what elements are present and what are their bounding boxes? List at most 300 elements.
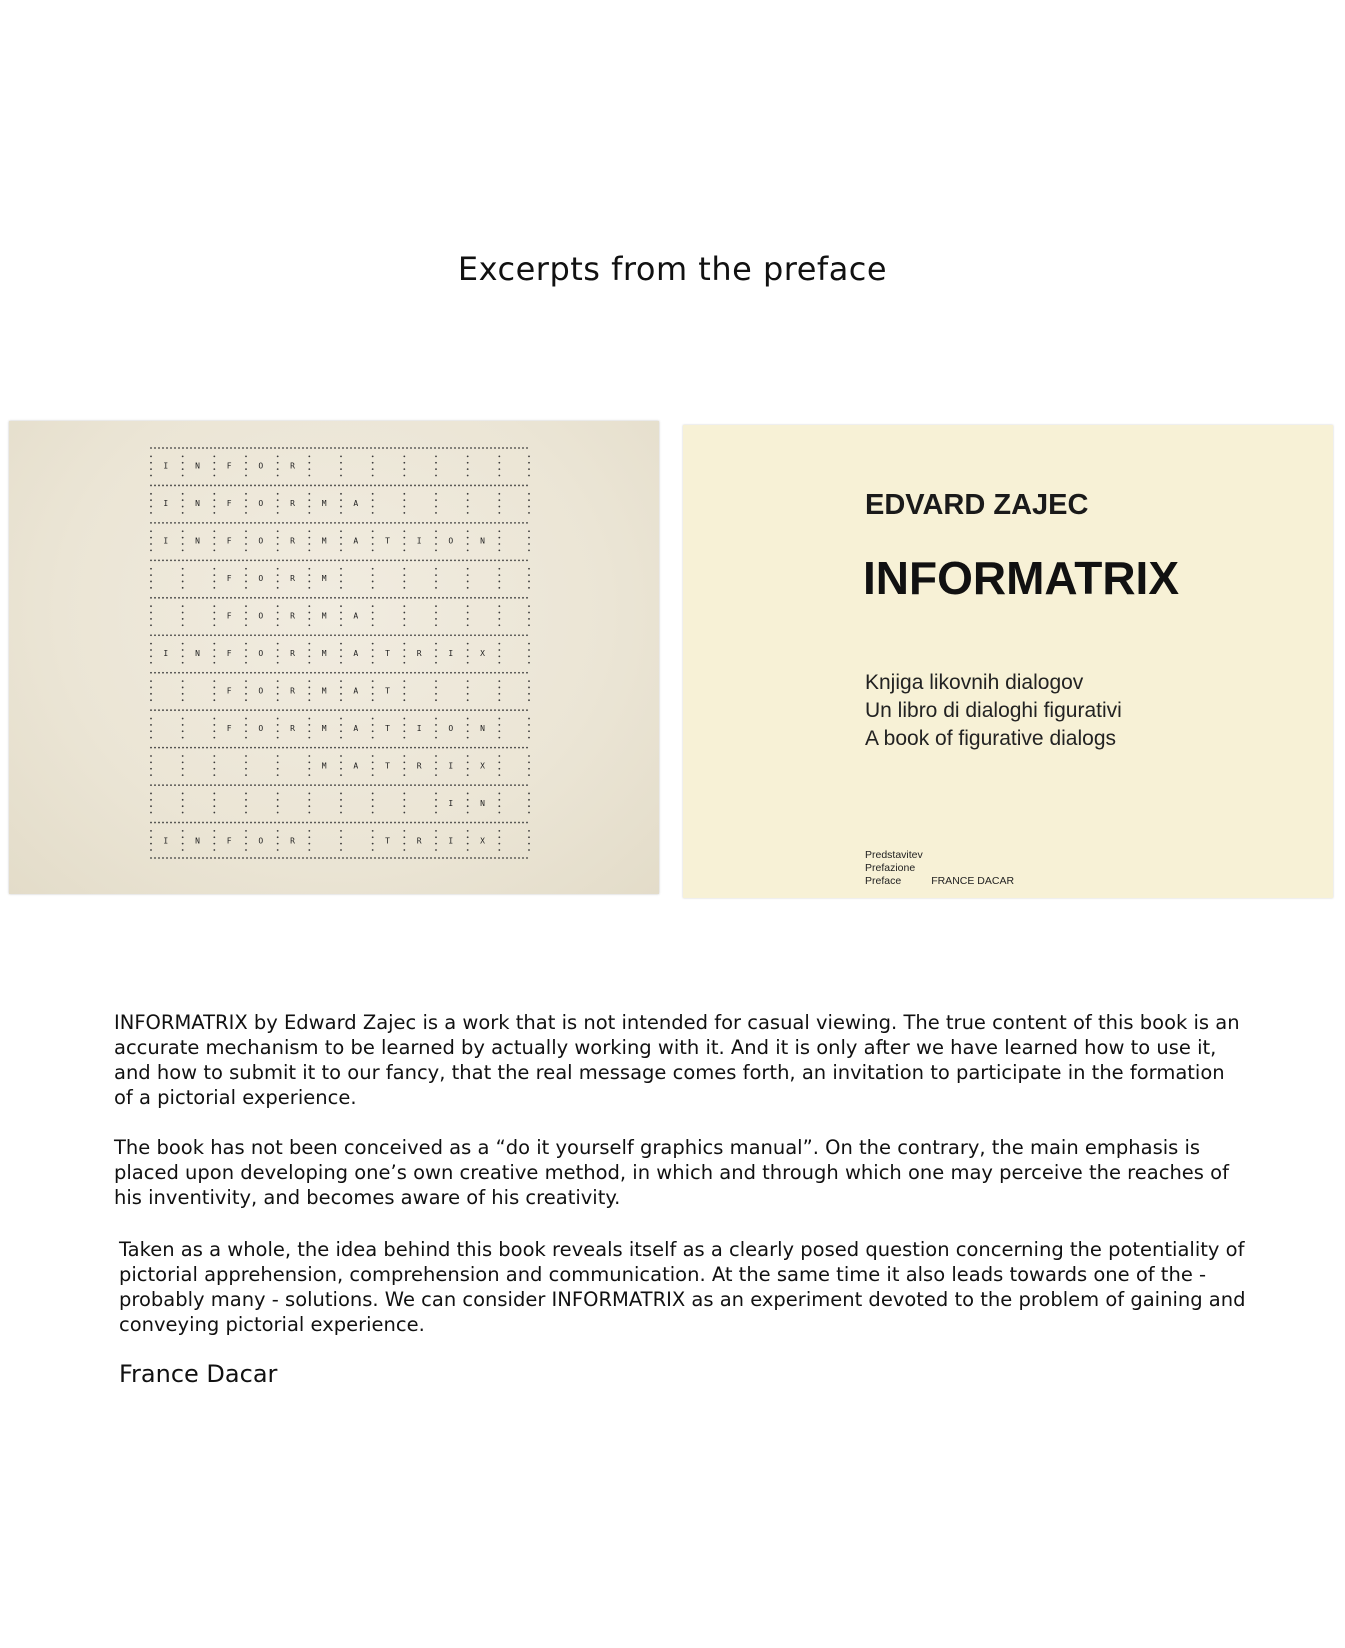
matrix-grid-dot [310, 634, 312, 636]
matrix-grid-dot [354, 857, 356, 859]
matrix-separator-dot [245, 793, 247, 795]
matrix-letter: T [385, 761, 390, 771]
matrix-grid-dot [406, 597, 408, 599]
matrix-grid-dot [186, 634, 188, 636]
matrix-grid-dot [342, 522, 344, 524]
matrix-grid-dot [406, 857, 408, 859]
matrix-grid-dot [382, 634, 384, 636]
matrix-grid-dot [354, 672, 356, 674]
matrix-grid-dot [442, 522, 444, 524]
matrix-grid-dot [438, 747, 440, 749]
matrix-separator-dot [435, 805, 437, 807]
matrix-grid-dot [190, 522, 192, 524]
matrix-grid-dot [442, 709, 444, 711]
matrix-separator-dot [340, 687, 342, 689]
matrix-grid-dot [286, 634, 288, 636]
matrix-separator-dot [277, 699, 279, 701]
matrix-separator-dot [372, 568, 374, 570]
matrix-separator-dot [498, 724, 500, 726]
matrix-letter: I [448, 798, 454, 808]
matrix-separator-dot [277, 649, 279, 651]
matrix-separator-dot [435, 724, 437, 726]
matrix-separator-dot [150, 512, 152, 514]
matrix-grid-dot [226, 485, 228, 487]
matrix-separator-dot [372, 587, 374, 589]
matrix-grid-dot [210, 784, 212, 786]
matrix-separator-dot [245, 612, 247, 614]
matrix-grid-dot [470, 857, 472, 859]
matrix-separator-dot [372, 499, 374, 501]
matrix-grid-dot [446, 634, 448, 636]
matrix-separator-dot [435, 468, 437, 470]
matrix-separator-dot [150, 493, 152, 495]
matrix-grid-dot [206, 485, 208, 487]
matrix-grid-dot [342, 822, 344, 824]
matrix-separator-dot [213, 680, 215, 682]
matrix-grid-dot [366, 672, 368, 674]
matrix-grid-dot [394, 857, 396, 859]
matrix-grid-dot [414, 672, 416, 674]
matrix-grid-dot [446, 485, 448, 487]
matrix-separator-dot [340, 755, 342, 757]
matrix-grid-dot [394, 709, 396, 711]
matrix-grid-dot [474, 634, 476, 636]
matrix-grid-dot [474, 447, 476, 449]
matrix-separator-dot [150, 581, 152, 583]
matrix-grid-dot [282, 485, 284, 487]
matrix-grid-dot [454, 634, 456, 636]
matrix-separator-dot [372, 843, 374, 845]
matrix-letter: O [258, 499, 264, 509]
matrix-separator-dot [182, 574, 184, 576]
matrix-grid-dot [526, 857, 528, 859]
matrix-grid-dot [418, 559, 420, 561]
matrix-grid-dot [358, 522, 360, 524]
matrix-separator-dot [372, 649, 374, 651]
matrix-grid-dot [298, 784, 300, 786]
matrix-grid-dot [498, 522, 500, 524]
matrix-separator-dot [213, 849, 215, 851]
matrix-separator-dot [372, 774, 374, 776]
matrix-grid-dot [174, 709, 176, 711]
matrix-grid-dot [322, 784, 324, 786]
matrix-separator-dot [182, 512, 184, 514]
matrix-separator-dot [528, 605, 530, 607]
matrix-letter: O [258, 686, 264, 696]
matrix-separator-dot [435, 737, 437, 739]
matrix-grid-dot [382, 784, 384, 786]
matrix-grid-dot [526, 597, 528, 599]
matrix-separator-dot [340, 587, 342, 589]
matrix-grid-dot [454, 747, 456, 749]
matrix-grid-dot [230, 597, 232, 599]
matrix-grid-dot [310, 485, 312, 487]
matrix-grid-dot [434, 784, 436, 786]
matrix-separator-dot [528, 549, 530, 551]
matrix-grid-dot [490, 522, 492, 524]
matrix-grid-dot [326, 784, 328, 786]
matrix-grid-dot [398, 784, 400, 786]
matrix-grid-dot [450, 559, 452, 561]
matrix-separator-dot [340, 699, 342, 701]
matrix-grid-dot [246, 747, 248, 749]
matrix-grid-dot [334, 447, 336, 449]
matrix-separator-dot [372, 693, 374, 695]
matrix-separator-dot [340, 581, 342, 583]
matrix-grid-dot [466, 559, 468, 561]
paragraph-3: Taken as a whole, the idea behind this book reveals itself as a clearly posed question concerning the potentiality of pictorial apprehension, comprehension and communication. At the same time it also leads towards one of the - probably many - solutions. We can consider INFORMATRIX as an experiment devoted to the problem of gaining and conveying pictorial experience. [119, 1238, 1246, 1336]
matrix-separator-dot [308, 512, 310, 514]
matrix-grid-dot [170, 559, 172, 561]
matrix-separator-dot [308, 680, 310, 682]
matrix-grid-dot [342, 747, 344, 749]
matrix-separator-dot [435, 774, 437, 776]
matrix-separator-dot [528, 799, 530, 801]
matrix-grid-dot [410, 447, 412, 449]
matrix-separator-dot [372, 612, 374, 614]
matrix-separator-dot [277, 755, 279, 757]
cover-author: EDVARD ZAJEC [865, 489, 1089, 521]
matrix-letter: I [163, 649, 169, 658]
matrix-grid-dot [158, 709, 160, 711]
matrix-letter: T [385, 536, 390, 546]
matrix-grid-dot [294, 672, 296, 674]
matrix-grid-dot [434, 634, 436, 636]
matrix-grid-dot [498, 747, 500, 749]
matrix-grid-dot [370, 485, 372, 487]
matrix-separator-dot [277, 512, 279, 514]
matrix-separator-dot [245, 724, 247, 726]
matrix-separator-dot [245, 830, 247, 832]
matrix-grid-dot [394, 672, 396, 674]
matrix-grid-dot [302, 597, 304, 599]
matrix-separator-dot [528, 649, 530, 651]
matrix-grid-dot [394, 559, 396, 561]
matrix-separator-dot [498, 812, 500, 814]
matrix-grid-dot [502, 597, 504, 599]
matrix-separator-dot [308, 643, 310, 645]
matrix-grid-dot [278, 522, 280, 524]
matrix-grid-dot [462, 447, 464, 449]
matrix-separator-dot [182, 655, 184, 657]
matrix-grid-dot [394, 597, 396, 599]
matrix-grid-dot [370, 559, 372, 561]
matrix-grid-dot [294, 485, 296, 487]
matrix-separator-dot [245, 506, 247, 508]
matrix-grid-dot [474, 857, 476, 859]
matrix-grid-dot [454, 559, 456, 561]
matrix-separator-dot [150, 699, 152, 701]
matrix-grid-dot [262, 857, 264, 859]
matrix-separator-dot [498, 774, 500, 776]
matrix-grid-dot [478, 784, 480, 786]
matrix-separator-dot [182, 506, 184, 508]
matrix-grid-dot [234, 559, 236, 561]
matrix-separator-dot [372, 799, 374, 801]
matrix-grid-dot [186, 672, 188, 674]
matrix-grid-dot [170, 485, 172, 487]
matrix-grid-dot [250, 857, 252, 859]
matrix-grid-dot [502, 784, 504, 786]
matrix-grid-dot [458, 784, 460, 786]
matrix-separator-dot [308, 730, 310, 732]
matrix-separator-dot [277, 587, 279, 589]
matrix-grid-dot [462, 822, 464, 824]
matrix-letter: A [353, 723, 359, 733]
matrix-grid-dot [214, 447, 216, 449]
matrix-grid-dot [246, 559, 248, 561]
matrix-grid-dot [406, 747, 408, 749]
matrix-grid-dot [450, 634, 452, 636]
matrix-grid-dot [402, 857, 404, 859]
matrix-grid-dot [462, 672, 464, 674]
matrix-separator-dot [150, 605, 152, 607]
matrix-grid-dot [282, 597, 284, 599]
matrix-separator-dot [308, 574, 310, 576]
matrix-grid-dot [254, 447, 256, 449]
matrix-grid-dot [254, 522, 256, 524]
matrix-separator-dot [245, 730, 247, 732]
matrix-separator-dot [403, 612, 405, 614]
matrix-separator-dot [277, 530, 279, 532]
matrix-separator-dot [308, 812, 310, 814]
matrix-separator-dot [435, 537, 437, 539]
matrix-grid-dot [162, 634, 164, 636]
matrix-grid-dot [214, 597, 216, 599]
matrix-letter: M [321, 574, 327, 584]
matrix-grid-dot [510, 597, 512, 599]
matrix-grid-dot [314, 522, 316, 524]
matrix-separator-dot [277, 662, 279, 664]
matrix-grid-dot [162, 857, 164, 859]
matrix-grid-dot [374, 747, 376, 749]
matrix-separator-dot [340, 568, 342, 570]
matrix-grid-dot [462, 857, 464, 859]
matrix-grid-dot [258, 597, 260, 599]
credit-label-slovenian: Predstavitev [865, 849, 923, 861]
matrix-grid-dot [206, 597, 208, 599]
matrix-separator-dot [372, 581, 374, 583]
matrix-grid-dot [298, 709, 300, 711]
matrix-grid-dot [434, 709, 436, 711]
matrix-grid-dot [274, 822, 276, 824]
matrix-grid-dot [402, 822, 404, 824]
matrix-separator-dot [308, 499, 310, 501]
matrix-grid-dot [246, 485, 248, 487]
matrix-separator-dot [150, 805, 152, 807]
matrix-grid-dot [350, 822, 352, 824]
matrix-grid-dot [450, 597, 452, 599]
matrix-grid-dot [474, 485, 476, 487]
matrix-separator-dot [277, 812, 279, 814]
matrix-grid-dot [326, 672, 328, 674]
matrix-grid-dot [418, 822, 420, 824]
matrix-grid-dot [342, 597, 344, 599]
matrix-grid-dot [286, 522, 288, 524]
matrix-grid-dot [166, 672, 168, 674]
matrix-grid-dot [342, 709, 344, 711]
matrix-grid-dot [234, 822, 236, 824]
matrix-grid-dot [150, 709, 152, 711]
page-heading: Excerpts from the preface [457, 250, 888, 288]
matrix-letter: N [480, 536, 485, 546]
matrix-separator-dot [467, 843, 469, 845]
matrix-grid-dot [178, 672, 180, 674]
matrix-separator-dot [340, 768, 342, 770]
matrix-grid-dot [466, 672, 468, 674]
matrix-grid-dot [170, 857, 172, 859]
matrix-grid-dot [446, 522, 448, 524]
matrix-separator-dot [182, 849, 184, 851]
matrix-grid-dot [330, 747, 332, 749]
matrix-grid-dot [494, 784, 496, 786]
matrix-grid-dot [482, 822, 484, 824]
matrix-grid-dot [326, 747, 328, 749]
matrix-separator-dot [308, 649, 310, 651]
matrix-separator-dot [213, 649, 215, 651]
matrix-separator-dot [340, 499, 342, 501]
matrix-grid-dot [394, 784, 396, 786]
matrix-separator-dot [403, 574, 405, 576]
matrix-separator-dot [435, 680, 437, 682]
matrix-separator-dot [182, 843, 184, 845]
matrix-grid-dot [150, 559, 152, 561]
matrix-grid-dot [254, 784, 256, 786]
matrix-grid-dot [418, 522, 420, 524]
matrix-grid-dot [270, 672, 272, 674]
cover-subtitle-english: A book of figurative dialogs [865, 727, 1116, 750]
matrix-grid-dot [154, 522, 156, 524]
matrix-grid-dot [218, 447, 220, 449]
matrix-grid-dot [362, 559, 364, 561]
matrix-grid-dot [282, 447, 284, 449]
matrix-separator-dot [498, 693, 500, 695]
matrix-grid-dot [510, 559, 512, 561]
matrix-grid-dot [410, 822, 412, 824]
matrix-grid-dot [398, 857, 400, 859]
matrix-grid-dot [470, 784, 472, 786]
matrix-grid-dot [426, 784, 428, 786]
matrix-grid-dot [366, 857, 368, 859]
matrix-separator-dot [308, 605, 310, 607]
matrix-grid-dot [194, 597, 196, 599]
matrix-separator-dot [498, 568, 500, 570]
matrix-grid-dot [438, 822, 440, 824]
matrix-grid-dot [246, 522, 248, 524]
matrix-separator-dot [340, 543, 342, 545]
matrix-grid-dot [370, 447, 372, 449]
matrix-letter: I [163, 836, 169, 846]
matrix-grid-dot [458, 485, 460, 487]
matrix-grid-dot [310, 709, 312, 711]
matrix-separator-dot [213, 612, 215, 614]
matrix-grid-dot [302, 672, 304, 674]
matrix-grid-dot [334, 709, 336, 711]
matrix-grid-dot [298, 857, 300, 859]
matrix-separator-dot [435, 512, 437, 514]
matrix-separator-dot [340, 493, 342, 495]
matrix-separator-dot [528, 568, 530, 570]
matrix-grid-dot [362, 747, 364, 749]
matrix-grid-dot [366, 747, 368, 749]
matrix-grid-dot [450, 485, 452, 487]
matrix-grid-dot [210, 822, 212, 824]
matrix-grid-dot [474, 559, 476, 561]
matrix-grid-dot [346, 822, 348, 824]
matrix-grid-dot [270, 522, 272, 524]
matrix-grid-dot [510, 447, 512, 449]
matrix-grid-dot [166, 485, 168, 487]
matrix-grid-dot [494, 822, 496, 824]
matrix-grid-dot [186, 522, 188, 524]
matrix-separator-dot [277, 830, 279, 832]
matrix-separator-dot [435, 662, 437, 664]
matrix-grid-dot [502, 522, 504, 524]
matrix-grid-dot [190, 784, 192, 786]
matrix-separator-dot [467, 643, 469, 645]
matrix-separator-dot [277, 724, 279, 726]
matrix-grid-dot [242, 447, 244, 449]
matrix-separator-dot [182, 699, 184, 701]
matrix-grid-dot [486, 709, 488, 711]
matrix-grid-dot [170, 709, 172, 711]
matrix-grid-dot [318, 822, 320, 824]
matrix-grid-dot [322, 709, 324, 711]
matrix-separator-dot [403, 581, 405, 583]
matrix-letter: I [416, 723, 422, 733]
matrix-grid-dot [318, 522, 320, 524]
matrix-grid-dot [234, 634, 236, 636]
matrix-grid-dot [306, 522, 308, 524]
matrix-grid-dot [254, 672, 256, 674]
matrix-separator-dot [435, 475, 437, 477]
matrix-separator-dot [340, 649, 342, 651]
matrix-separator-dot [182, 605, 184, 607]
matrix-grid-dot [386, 447, 388, 449]
matrix-grid-dot [370, 522, 372, 524]
matrix-grid-dot [266, 709, 268, 711]
matrix-separator-dot [403, 662, 405, 664]
matrix-grid-dot [230, 634, 232, 636]
matrix-grid-dot [266, 672, 268, 674]
matrix-grid-dot [446, 709, 448, 711]
matrix-grid-dot [234, 709, 236, 711]
matrix-grid-dot [410, 597, 412, 599]
matrix-grid-dot [518, 784, 520, 786]
matrix-grid-dot [338, 597, 340, 599]
matrix-grid-dot [454, 447, 456, 449]
matrix-separator-dot [308, 493, 310, 495]
matrix-letter: A [353, 536, 359, 546]
matrix-grid-dot [478, 559, 480, 561]
matrix-separator-dot [467, 499, 469, 501]
matrix-grid-dot [466, 709, 468, 711]
matrix-grid-dot [518, 597, 520, 599]
matrix-separator-dot [498, 581, 500, 583]
matrix-grid-dot [338, 672, 340, 674]
matrix-separator-dot [498, 662, 500, 664]
matrix-grid-dot [514, 485, 516, 487]
matrix-grid-dot [414, 747, 416, 749]
matrix-separator-dot [182, 493, 184, 495]
matrix-grid-dot [194, 709, 196, 711]
matrix-separator-dot [308, 830, 310, 832]
matrix-separator-dot [182, 643, 184, 645]
matrix-separator-dot [498, 549, 500, 551]
matrix-separator-dot [150, 836, 152, 838]
matrix-grid-dot [342, 485, 344, 487]
matrix-separator-dot [245, 537, 247, 539]
